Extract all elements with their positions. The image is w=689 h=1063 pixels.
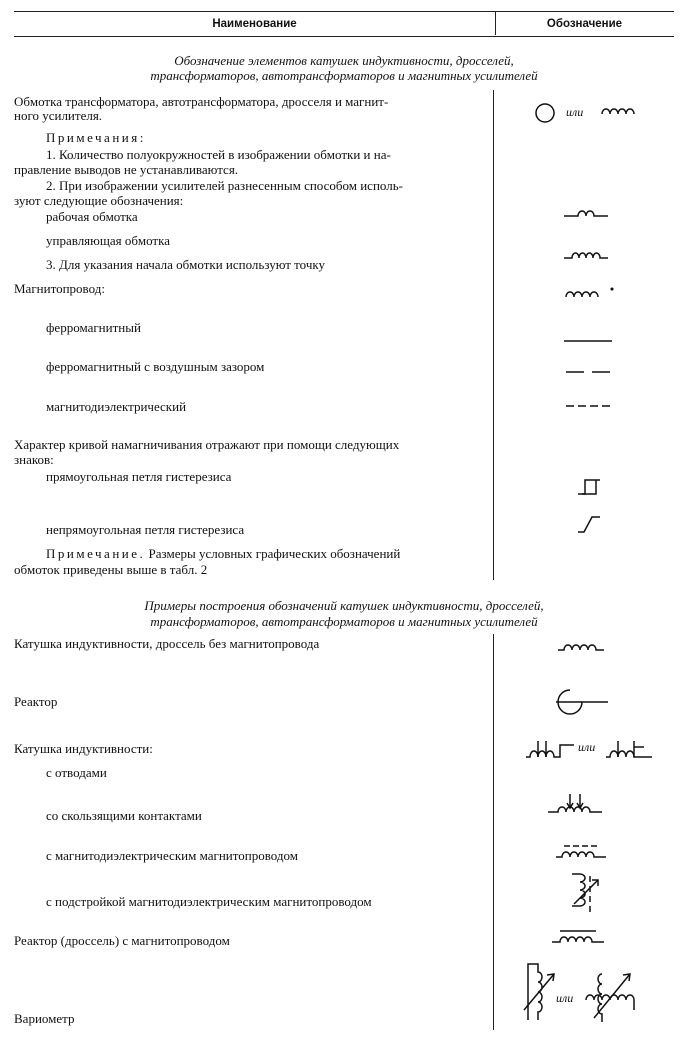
rectangular-hysteresis-icon	[578, 478, 602, 496]
note2-line1: 2. При изображении усилителей разнесенным способом исполь-	[46, 178, 403, 193]
section2-title-line1: Примеры построения обозначений катушек индуктивности, дросселей,	[144, 598, 544, 613]
coil-no-core-icon	[558, 640, 604, 652]
variometer-or-label: или	[556, 991, 574, 1005]
reactor-label: Реактор	[14, 694, 58, 709]
section2-title-line2: трансформаторов, автотрансформаторов и магнитных усилителей	[150, 614, 538, 629]
coil-with-taps-icon-b	[606, 737, 654, 759]
ferromagnetic-gap-core-label: ферромагнитный с воздушным зазором	[46, 359, 265, 374]
nonrectangular-loop-label: непрямоугольная петля гистерезиса	[46, 522, 245, 537]
reactor-with-core-icon	[552, 928, 604, 944]
control-winding-label: управляющая обмотка	[46, 233, 170, 248]
curve-text-line2: знаков:	[14, 452, 54, 467]
coil-heading: Катушка индуктивности:	[14, 741, 153, 756]
md-core-coil-icon	[556, 843, 606, 859]
rectangular-loop-label: прямоугольная петля гистерезиса	[46, 469, 232, 484]
note-heading: Примечание.	[46, 546, 146, 561]
coil-with-taps-icon-a	[526, 737, 576, 759]
reactor-with-core-label: Реактор (дроссель) с магнитопроводом	[14, 933, 230, 948]
or-label: или	[566, 105, 584, 119]
with-md-core-label: с магнитодиэлектрическим магнитопроводом	[46, 848, 298, 863]
control-winding-icon	[564, 248, 608, 260]
sliding-contacts-icon	[548, 790, 602, 816]
nonrectangular-hysteresis-icon	[578, 514, 600, 534]
working-winding-label: рабочая обмотка	[46, 209, 138, 224]
note2-line2: зуют следующие обозначения:	[14, 193, 184, 208]
note-rest: Размеры условных графических обозначений	[145, 546, 401, 561]
taps-or-label: или	[578, 740, 596, 754]
section1-title-line2: трансформаторов, автотрансформаторов и магнитных усилителей	[150, 68, 538, 83]
coil-no-core-label: Катушка индуктивности, дроссель без магнитопровода	[14, 636, 320, 651]
note-sizes-line1	[46, 546, 400, 562]
winding-text-line2: ного усилителя.	[14, 108, 103, 123]
header-divider	[495, 11, 496, 35]
ferromagnetic-core-icon	[564, 338, 612, 344]
with-tuning-label: с подстройкой магнитодиэлектрическим магнитопроводом	[46, 894, 372, 909]
ferromagnetic-gap-core-icon	[566, 369, 610, 375]
notes-heading: Примечания:	[46, 130, 146, 145]
section1-title-line1: Обозначение элементов катушек индуктивности, дросселей,	[174, 53, 514, 68]
note1-line2: правление выводов не устанавливаются.	[14, 162, 239, 177]
working-winding-icon	[564, 206, 608, 218]
winding-arcs-icon	[601, 104, 635, 118]
column-divider-section1	[493, 90, 494, 580]
variometer-label: Вариометр	[14, 1011, 75, 1026]
column-divider-section2	[493, 634, 494, 1030]
variometer-icon-a	[520, 958, 560, 1024]
reactor-icon	[556, 684, 610, 718]
header-name-column: Наименование	[212, 18, 297, 30]
header-symbol-column: Обозначение	[546, 18, 623, 30]
note-sizes-line2: обмоток приведены выше в табл. 2	[14, 562, 208, 577]
winding-with-dot-icon	[566, 286, 616, 300]
magnetodielectric-core-icon	[566, 403, 610, 409]
with-sliding-label: со скользящими контактами	[46, 808, 202, 823]
core-heading: Магнитопровод:	[14, 281, 105, 296]
note1-line1: 1. Количество полуокружностей в изображении обмотки и на-	[46, 147, 391, 162]
tuning-coil-icon	[568, 870, 602, 918]
ferromagnetic-core-label: ферромагнитный	[46, 320, 141, 335]
winding-circle-icon	[535, 101, 555, 125]
magnetodielectric-core-label: магнитодиэлектрический	[46, 399, 187, 414]
variometer-icon-b	[582, 960, 646, 1026]
winding-text-line1: Обмотка трансформатора, автотрансформатора, дросселя и магнит-	[14, 94, 389, 109]
note3-text: 3. Для указания начала обмотки используют точку	[46, 257, 326, 272]
table-header	[14, 11, 674, 37]
curve-text-line1: Характер кривой намагничивания отражают при помощи следующих	[14, 437, 400, 452]
with-taps-label: с отводами	[46, 765, 107, 780]
